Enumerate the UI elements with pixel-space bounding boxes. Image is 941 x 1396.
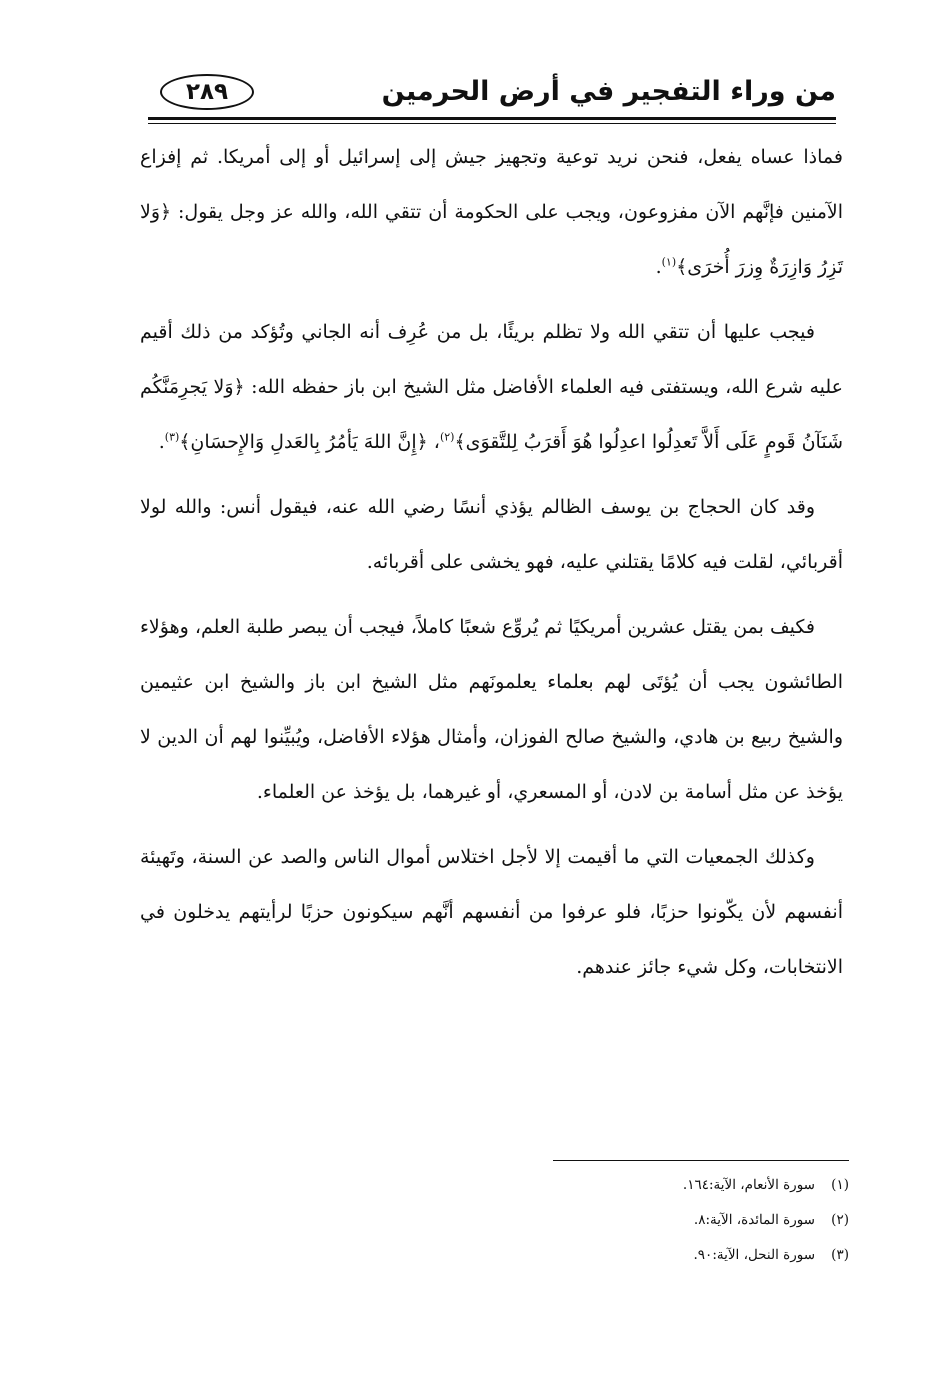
footnote-ref-1: (١) <box>661 255 677 269</box>
paragraph-2-quote: ، ﴿إِنَّ اللهَ يَأمُرُ بِالعَدلِ وَالإِحسَانِ﴾ <box>179 431 440 453</box>
footnote-text: سورة النحل، الآية:٩٠. <box>693 1247 815 1263</box>
header-rule-thin <box>148 123 836 124</box>
book-title: من وراء التفجير في أرض الحرمين <box>381 76 836 107</box>
header-rule <box>148 117 836 120</box>
footnote-3 <box>349 1238 849 1273</box>
footnote-mark: (٢) <box>831 1212 849 1228</box>
paragraph-4: فكيف بمن يقتل عشرين أمريكيًا ثم يُروِّع شعبًا كاملاً، فيجب أن يبصر طلبة العلم، وهؤلاء الطائشون يجب أن يُؤتَى لهم بعلماء يعلمونَهم مثل الشيخ ابن باز والشيخ ابن عثيمين والشيخ ربيع بن هادي، والشيخ صالح الفوزان، وأمثال هؤلاء الأفاضل، ويُبيِّنوا لهم أن الدين لا يؤخذ عن مثل أسامة بن لادن، أو المسعري، أو غيرهما، بل يؤخذ عن العلماء. <box>140 616 843 803</box>
paragraph-1 <box>140 130 843 295</box>
paragraph-2-text: فيجب عليها أن تتقي الله ولا تظلم بريئًا، بل من عُرِف أنه الجاني وتُؤكد من ذلك أقيم عليه شرع الله، ويستفتى فيه العلماء الأفاضل مثل الشيخ ابن باز حفظه الله: ﴿وَلا يَجرِمَنَّكُم شَنَآنُ قَومٍ عَلَى أَلاَّ تَعدِلُوا اعدِلُوا هُوَ أَقرَبُ لِلتَّقوَى﴾ <box>140 321 843 453</box>
footnote-1 <box>349 1168 849 1203</box>
paragraph-1-end: . <box>655 256 662 278</box>
paragraph-2 <box>140 305 843 470</box>
page-number: ٢٨٩ <box>160 74 254 110</box>
footnote-2 <box>349 1203 849 1238</box>
paragraph-2-end: . <box>158 431 165 453</box>
footnote-text: سورة المائدة، الآية:٨. <box>693 1212 815 1228</box>
paragraph-5: وكذلك الجمعيات التي ما أقيمت إلا لأجل اختلاس أموال الناس والصد عن السنة، وتَهيئة أنفسهم لأن يكّونوا حزبًا، فلو عرفوا من أنفسهم أنَّهم سيكونون حزبًا لرأيتهم يدخلون في الانتخابات، وكل شيء جائز عندهم. <box>140 846 843 978</box>
footnotes <box>349 1168 849 1273</box>
page-header <box>160 70 836 124</box>
footnote-ref-3: (٣) <box>164 430 180 444</box>
paragraph-3: وقد كان الحجاج بن يوسف الظالم يؤذي أنسًا رضي الله عنه، فيقول أنس: والله لولا أقربائي، لقلت فيه كلامًا يقتلني عليه، فهو يخشى على أقربائه. <box>140 496 843 573</box>
footnote-mark: (١) <box>831 1177 849 1193</box>
footnote-text: سورة الأنعام، الآية:١٦٤. <box>682 1177 815 1193</box>
footnote-mark: (٣) <box>831 1247 849 1263</box>
footnote-rule <box>553 1160 849 1161</box>
body-text <box>140 130 843 1005</box>
footnote-ref-2: (٢) <box>439 430 455 444</box>
paragraph-1-text: فماذا عساه يفعل، فنحن نريد توعية وتجهيز جيش إلى إسرائيل أو إلى أمريكا. ثم إفزاع الآمنين فإنَّهم الآن مفزوعون، ويجب على الحكومة أن تتقي الله، والله عز وجل يقول: ﴿وَلا تَزِرُ وَازِرَةٌ وِزرَ أُخرَى﴾ <box>140 146 843 278</box>
